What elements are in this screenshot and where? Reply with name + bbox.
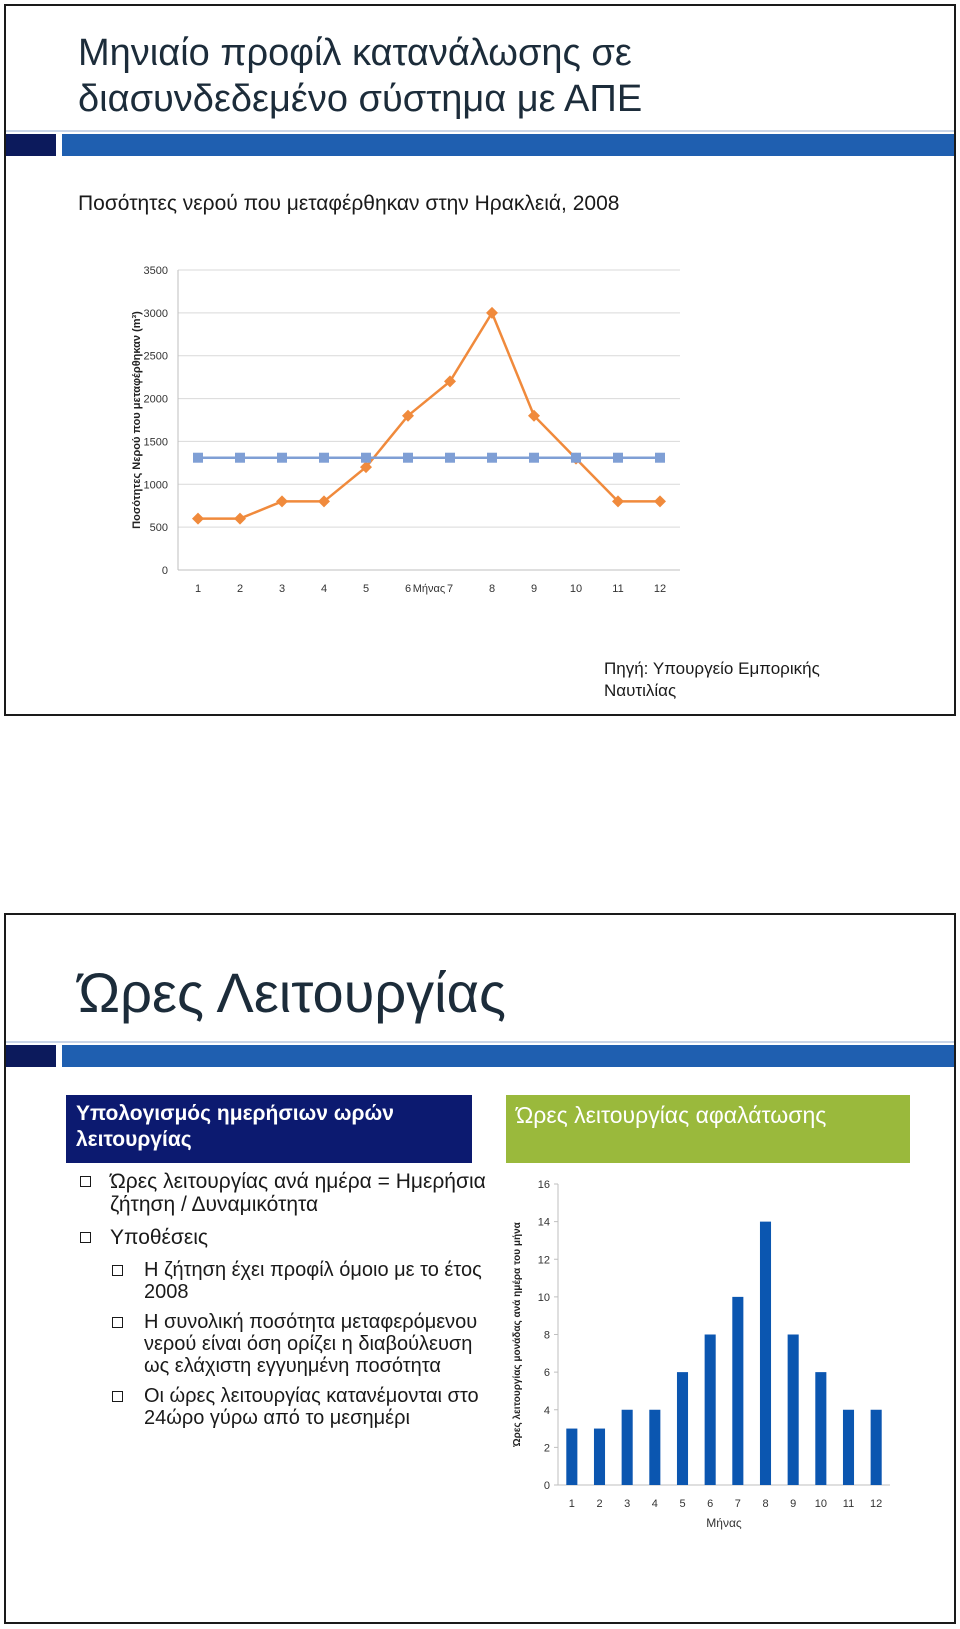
x-tick-label: 6 [707,1498,714,1510]
hours-section-header: Ώρες λειτουργίας αφαλάτωσης [506,1095,910,1163]
x-tick-label: 8 [488,583,496,595]
x-tick-label: 2 [596,1498,603,1510]
y-axis-label: Ποσότητες Νερού που μεταφέρθηκαν (m³) [131,311,143,529]
x-tick-label: 3 [278,583,286,595]
series-point [529,453,539,463]
sub-bullet-item [72,1259,492,1303]
bar [871,1410,882,1485]
slide-title: Μηνιαίο προφίλ κατανάλωσης σε διασυνδεδεμένο σύστημα με ΑΠΕ [78,32,643,120]
y-tick-label: 2 [543,1442,550,1455]
calc-section-header: Υπολογισμός ημερήσιων ωρών λειτουργίας [66,1095,472,1163]
x-tick-label: 11 [842,1498,855,1510]
series-point [654,495,666,507]
x-axis-label: Μήνας [706,1516,742,1530]
series-point [613,453,623,463]
sub-bullet-text: Η συνολική ποσότητα μεταφερόμενου νερού είναι όση ορίζει η διαβούλευση ως ελάχιστη εγγυημένη ποσότητα [144,1311,478,1377]
x-tick-label: 12 [870,1498,883,1510]
series-point [403,453,413,463]
square-bullet-icon [112,1391,123,1402]
square-bullet-icon [112,1265,123,1276]
title-band [6,134,956,156]
bar [649,1410,660,1485]
bar [760,1222,771,1485]
series-point [235,453,245,463]
x-tick-label: 7 [446,583,454,595]
hours-bar-chart [510,1170,900,1530]
series-point [487,453,497,463]
series-point [192,513,204,525]
bar [594,1429,605,1485]
source-note: Πηγή: Υπουργείο Εμπορικής Ναυτιλίας [604,659,820,700]
bar [843,1410,854,1485]
square-bullet-icon [112,1317,123,1328]
water-line-chart [128,252,708,622]
x-tick-label: 10 [569,583,583,595]
series-point [277,453,287,463]
sub-bullet-item [72,1311,492,1377]
series-point [234,513,246,525]
title-band [6,1045,956,1067]
y-tick-label: 1000 [143,479,168,492]
x-tick-label: 1 [568,1498,575,1510]
y-tick-label: 0 [543,1480,550,1492]
bar [732,1297,743,1485]
sub-bullet-item [72,1385,492,1429]
y-tick-label: 3000 [143,307,168,320]
x-tick-label: 4 [320,583,328,595]
bullet-item [72,1170,492,1216]
x-tick-label: 1 [194,583,202,595]
bar [677,1372,688,1485]
series-point [571,453,581,463]
x-tick-label: 4 [651,1498,658,1510]
x-tick-label: 8 [762,1498,769,1510]
y-tick-label: 8 [543,1329,550,1342]
bar [788,1335,799,1486]
bar [622,1410,633,1485]
series-point [361,453,371,463]
x-tick-label: 7 [734,1498,741,1510]
y-tick-label: 10 [537,1291,550,1304]
y-tick-label: 2000 [143,393,168,406]
y-tick-label: 6 [543,1367,550,1380]
square-bullet-icon [80,1176,91,1187]
x-tick-label: 2 [236,583,244,595]
series-point [655,453,665,463]
series-line [198,313,660,519]
series-point [445,453,455,463]
y-tick-label: 0 [161,565,168,577]
y-tick-label: 14 [537,1216,550,1229]
bar [566,1429,577,1485]
sub-bullet-text: Οι ώρες λειτουργίας κατανέμονται στο 24ώρο γύρω από το μεσημέρι [144,1385,479,1429]
series-point [193,453,203,463]
x-tick-label: 5 [679,1498,686,1510]
y-tick-label: 4 [543,1404,550,1417]
bullet-list [72,1170,492,1437]
y-tick-label: 500 [149,522,168,535]
bullet-text: Ώρες λειτουργίας ανά ημέρα = Ημερήσια ζήτηση / Δυναμικότητα [110,1170,486,1216]
bar [705,1335,716,1486]
x-tick-label: 6 [404,583,412,595]
x-tick-label: 11 [612,583,624,595]
x-tick-label: 5 [362,583,370,595]
y-tick-label: 3500 [143,265,168,277]
slide-title: Ώρες Λειτουργίας [78,961,506,1024]
y-tick-label: 16 [537,1179,550,1191]
series-point [486,307,498,319]
bullet-item [72,1226,492,1249]
sub-bullet-text: Η ζήτηση έχει προφίλ όμοιο με το έτος 2008 [144,1259,482,1303]
y-axis-label: Ώρες λειτουργίας μονάδας ανά ημέρα του μήνα [512,1222,523,1447]
x-tick-label: 10 [814,1498,827,1510]
x-tick-label: 12 [653,583,667,595]
bar [815,1372,826,1485]
y-tick-label: 1500 [143,436,168,449]
x-tick-label: 9 [790,1498,797,1510]
square-bullet-icon [80,1232,91,1243]
x-tick-label: 3 [624,1498,631,1510]
bullet-text: Υποθέσεις [110,1226,209,1249]
x-tick-label: 9 [530,583,538,595]
series-point [319,453,329,463]
chart-subtitle: Ποσότητες νερού που μεταφέρθηκαν στην Ηρακλειά, 2008 [78,192,620,215]
y-tick-label: 12 [537,1254,550,1267]
x-axis-label: Μήνας [412,583,446,595]
y-tick-label: 2500 [143,350,168,363]
series-point [276,495,288,507]
